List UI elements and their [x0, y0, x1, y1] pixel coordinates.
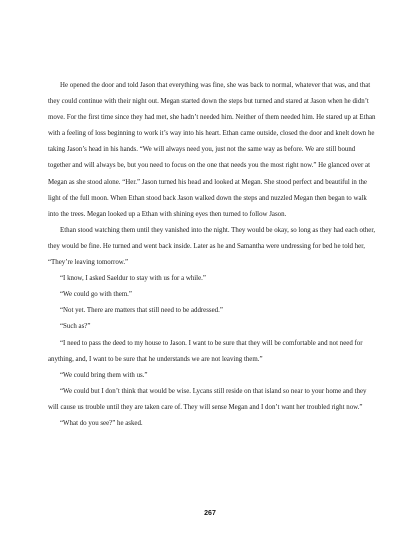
page-number: 267	[204, 510, 216, 517]
paragraph: “What do you see?” he asked.	[60, 419, 143, 427]
paragraph: “We could but I don’t think that would be wise. Lycans still reside on that island so near to your home and they will cause us trouble until they are taken care of. They will sense Megan and I don’t want her troubled right now.”	[48, 387, 367, 411]
paragraph: “I know, I asked Saeldur to stay with us for a while.”	[60, 275, 206, 283]
paragraph: He opened the door and told Jason that everything was fine, she was back to normal, whatever that was, and that they could continue with their night out. Megan started down the steps but turned and stared at Jason when he didn’t move. For the first time since they had met, she hadn’t needed him. Neither of them needed him. He stared up at Ethan with a feeling of loss beginning to work it’s way into his heart. Ethan came outside, closed the door and knelt down he taking Jason’s head in his hands. “We will always need you, just not the same way as before. We are still bound together and will always be, but you need to focus on the one that needs you the most right now.” He glanced over at Megan as she stood alone. “Her.” Jason turned his head and looked at Megan. She stood perfect and beautiful in the light of the full moon. When Ethan stood back Jason walked down the steps and nuzzled Megan then began to walk into the trees. Megan looked up a Ethan with shining eyes then turned to follow Jason.	[48, 82, 376, 218]
body-text	[48, 78, 376, 432]
paragraph: “I need to pass the deed to my house to Jason. I want to be sure that they will be comfortable and not need for anything, and, I want to be sure that he understands we are not leaving them.”	[48, 339, 363, 363]
paragraph: “We could bring them with us.”	[60, 371, 148, 379]
paragraph: “We could go with them.”	[60, 291, 132, 299]
paragraph: “Not yet. There are matters that still need to be addressed.”	[60, 307, 223, 315]
paragraph: “Such as?”	[60, 323, 91, 331]
paragraph: Ethan stood watching them until they vanished into the night. They would be okay, so long as they had each other, they would be fine. He turned and went back inside. Later as he and Samantha were undressing for bed he told her, “They’re leaving tomorrow.”	[48, 226, 376, 267]
